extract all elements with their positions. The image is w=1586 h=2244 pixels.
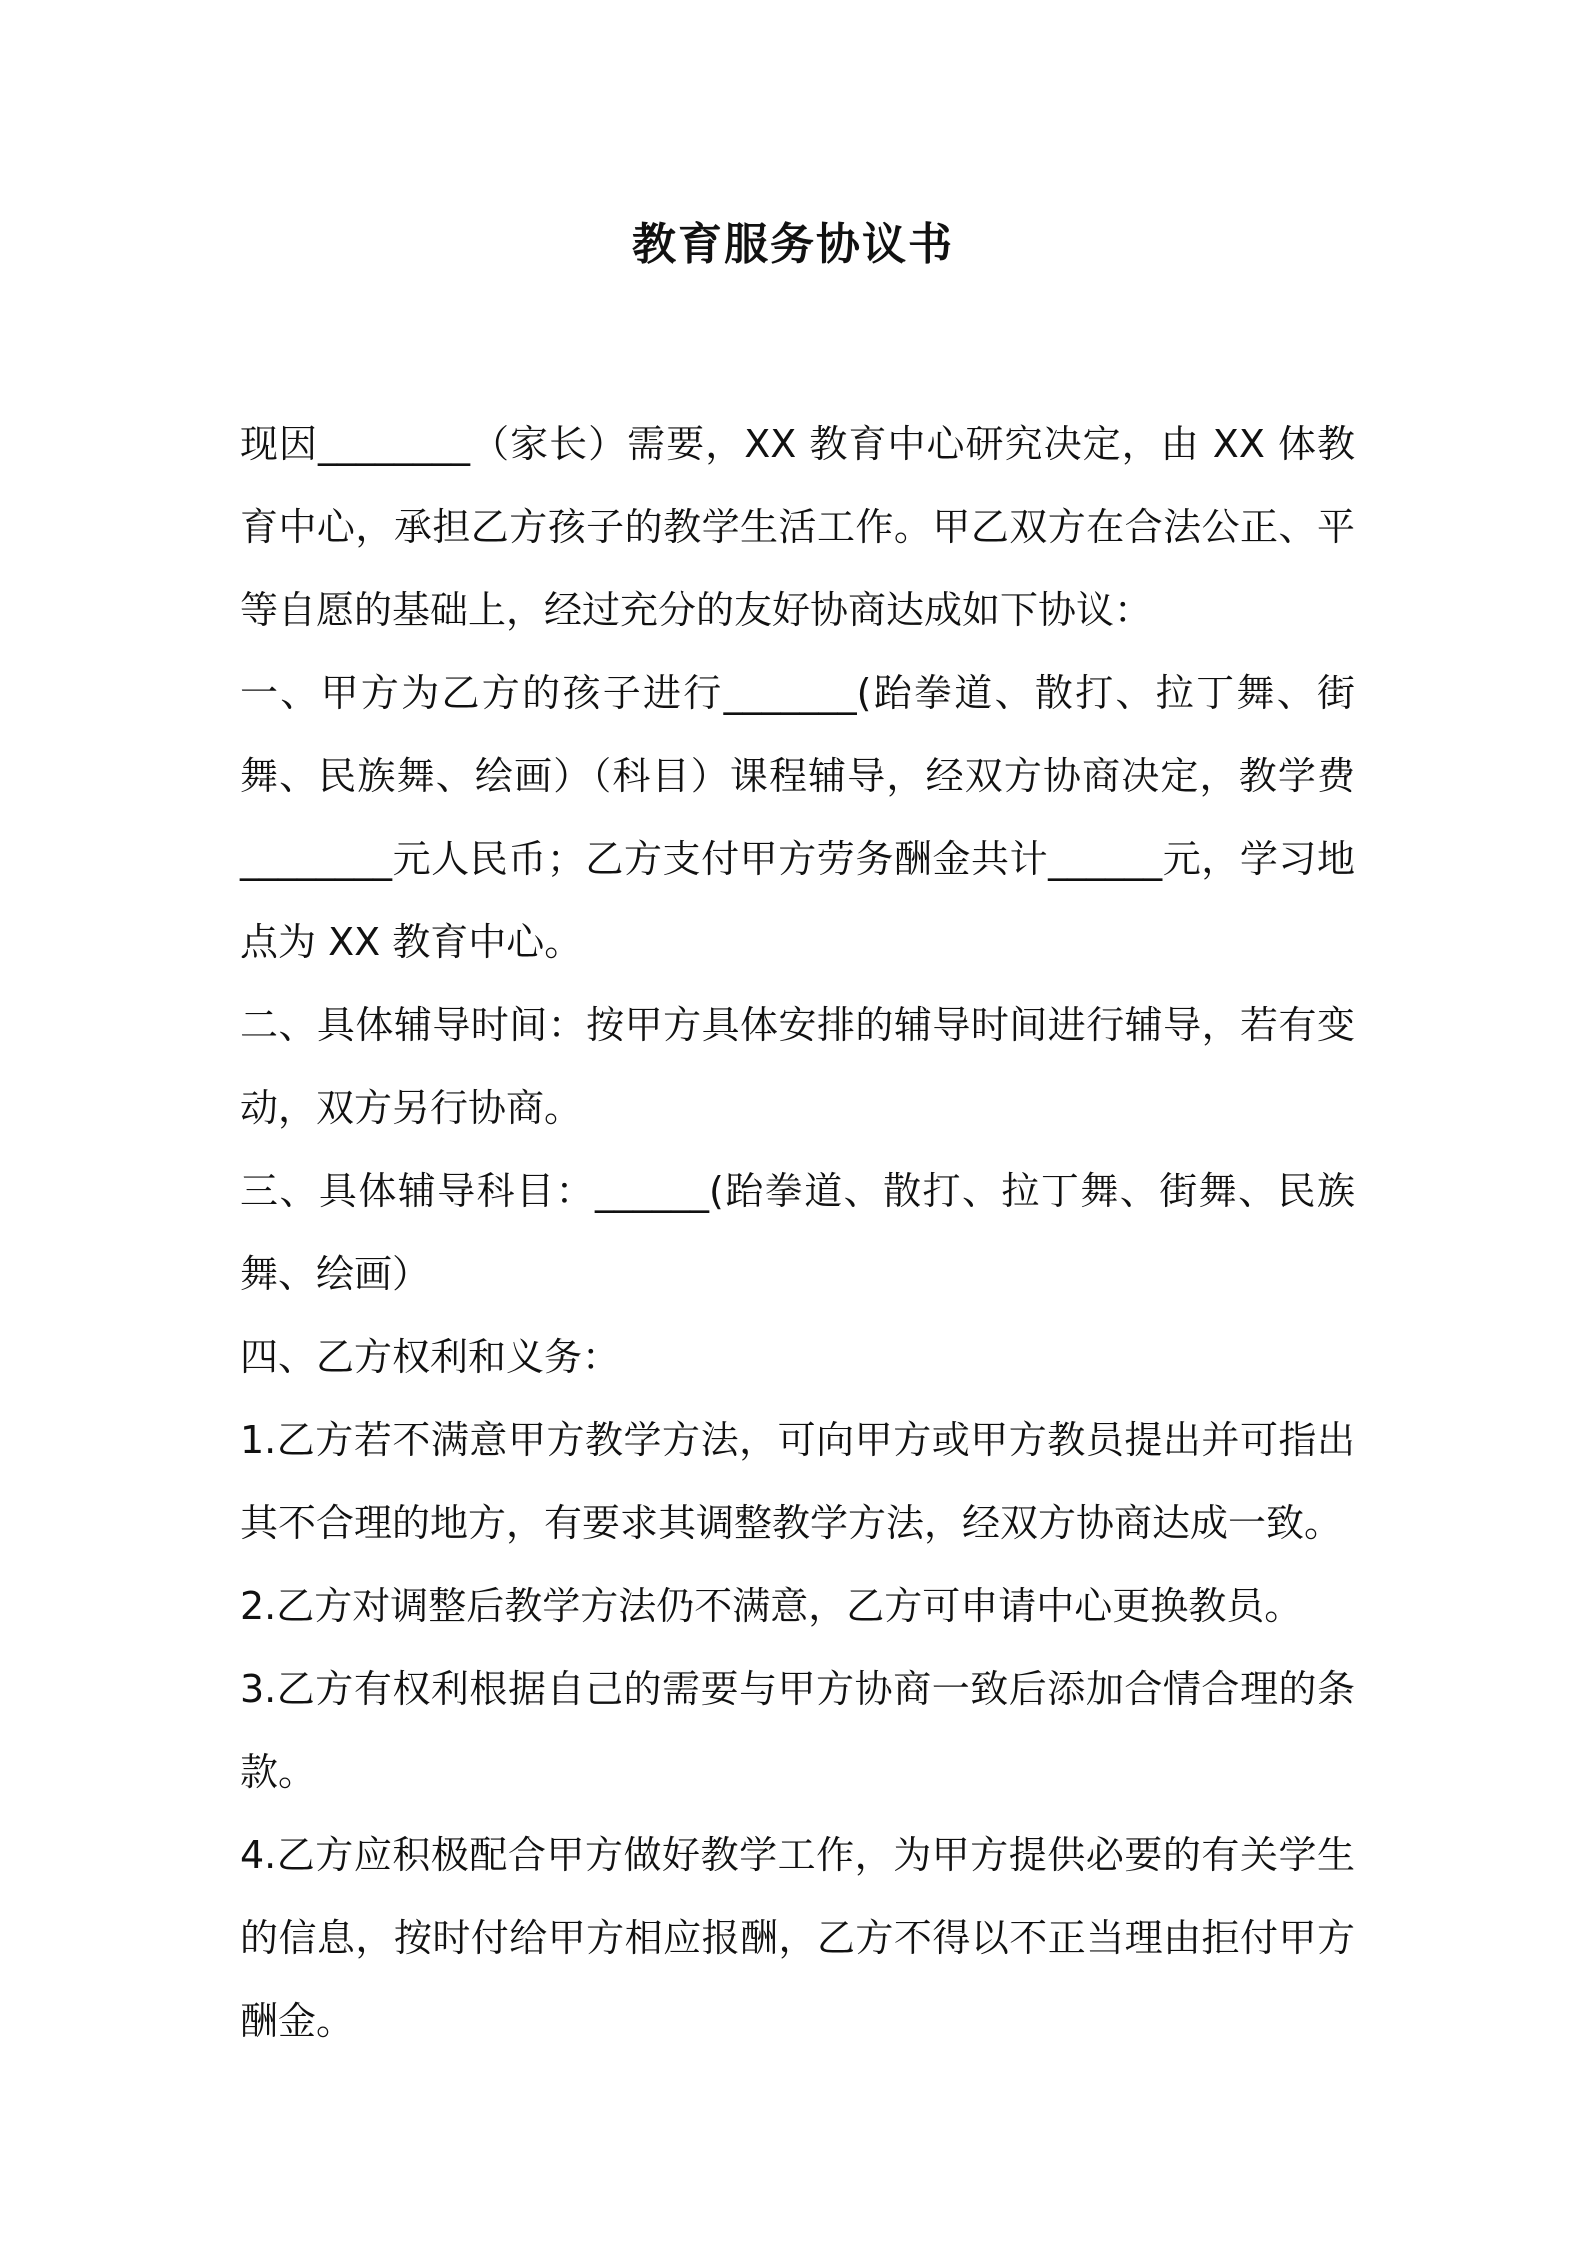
paragraph-clause-1: 一、甲方为乙方的孩子进行_______(跆拳道、散打、拉丁舞、街舞、民族舞、绘画）（科目）课程辅导，经双方协商决定，教学费________元人民币；乙方支付甲方劳务酬金共计______元，学习地点为 XX 教育中心。 [240,671,1355,964]
paragraph-item-2: 2.乙方对调整后教学方法仍不满意，乙方可申请中心更换教员。 [240,1584,1303,1628]
document-title: 教育服务协议书 [632,219,954,270]
paragraph-clause-2: 二、具体辅导时间：按甲方具体安排的辅导时间进行辅导，若有变动，双方另行协商。 [240,1003,1355,1130]
paragraph-intro: 现因________（家长）需要，XX 教育中心研究决定，由 XX 体教育中心，承担乙方孩子的教学生活工作。甲乙双方在合法公正、平等自愿的基础上，经过充分的友好协商达成如下协议： [240,422,1355,632]
paragraph-item-1: 1.乙方若不满意甲方教学方法，可向甲方或甲方教员提出并可指出其不合理的地方，有要求其调整教学方法，经双方协商达成一致。 [240,1418,1355,1545]
paragraph-item-4: 4.乙方应积极配合甲方做好教学工作，为甲方提供必要的有关学生的信息，按时付给甲方相应报酬，乙方不得以不正当理由拒付甲方酬金。 [240,1833,1355,2043]
document-body [240,403,1355,2063]
paragraph-clause-4-heading: 四、乙方权利和义务： [240,1335,621,1379]
paragraph-item-3: 3.乙方有权利根据自己的需要与甲方协商一致后添加合情合理的条款。 [240,1667,1355,1794]
paragraph-clause-3: 三、具体辅导科目：______(跆拳道、散打、拉丁舞、街舞、民族舞、绘画） [240,1169,1355,1296]
